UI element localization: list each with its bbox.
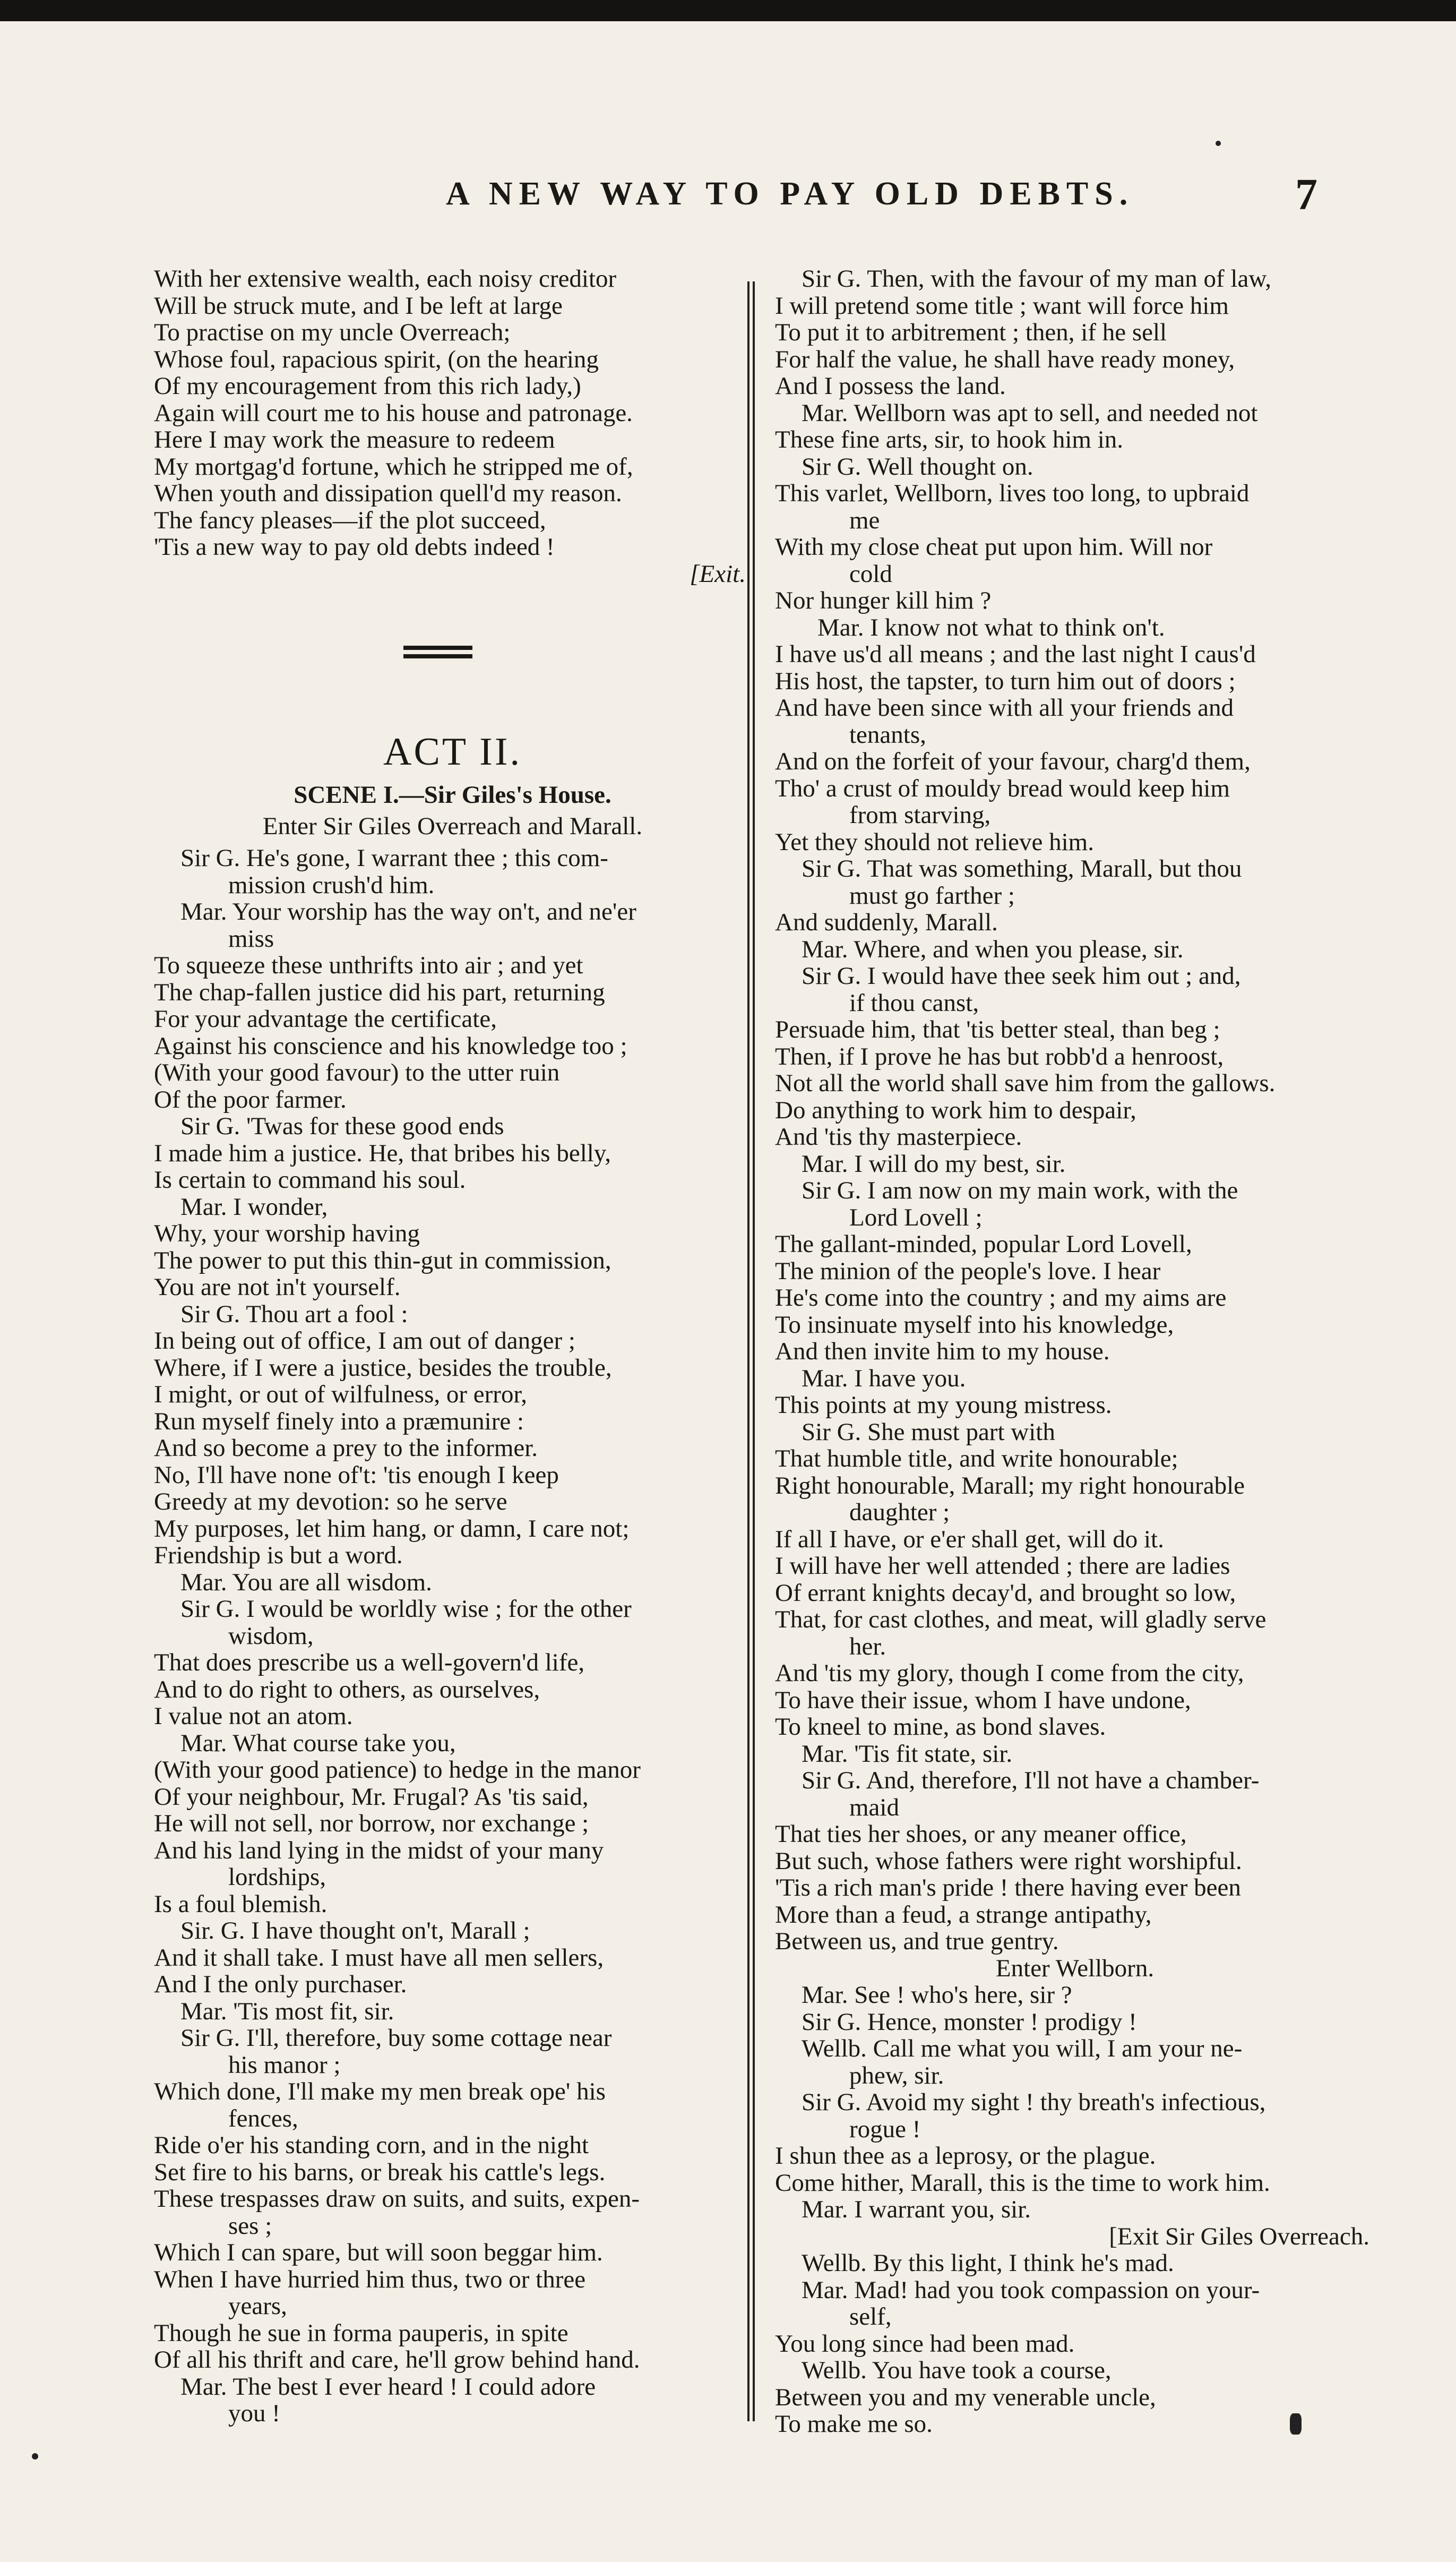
text-line: Sir G. Then, with the favour of my man of law, xyxy=(802,265,1271,293)
text-line: With her extensive wealth, each noisy creditor xyxy=(154,265,617,293)
text-line: Why, your worship having xyxy=(154,1220,420,1247)
left-dialogue xyxy=(154,845,751,2427)
text-line: Sir G. She must part with xyxy=(802,1418,1055,1446)
text-line: And suddenly, Marall. xyxy=(775,909,998,936)
text-line: (With your good favour) to the utter ruin xyxy=(154,1059,560,1086)
text-line: With my close cheat put upon him. Will nor xyxy=(775,533,1213,561)
text-line: The minion of the people's love. I hear xyxy=(775,1257,1161,1285)
text-line: Then, if I prove he has but robb'd a henroost, xyxy=(775,1042,1224,1070)
text-line: Sir G. And, therefore, I'll not have a chamber- xyxy=(802,1767,1260,1794)
text-line: maid xyxy=(849,1793,899,1821)
text-line: That does prescribe us a well-govern'd life, xyxy=(154,1649,585,1676)
text-line: I shun thee as a leprosy, or the plague. xyxy=(775,2142,1156,2170)
text-line: And 'tis my glory, though I come from the city, xyxy=(775,1659,1244,1687)
text-line: Here I may work the measure to redeem xyxy=(154,426,555,453)
text-line: The fancy pleases—if the plot succeed, xyxy=(154,506,546,534)
text-line: To have their issue, whom I have undone, xyxy=(775,1686,1191,1714)
left-column xyxy=(154,265,751,2427)
text-line: Of all his thrift and care, he'll grow behind hand. xyxy=(154,2346,640,2374)
text-line: That humble title, and write honourable; xyxy=(775,1445,1178,1472)
text-line: To insinuate myself into his knowledge, xyxy=(775,1310,1174,1339)
text-line: fences, xyxy=(228,2104,298,2132)
text-line: Sir G. Hence, monster ! prodigy ! xyxy=(802,2008,1137,2036)
text-line: you ! xyxy=(228,2400,280,2427)
text-line: And so become a prey to the informer. xyxy=(154,1434,538,1462)
text-line: [Exit Sir Giles Overreach. xyxy=(1109,2222,1369,2250)
text-line: That ties her shoes, or any meaner office, xyxy=(775,1820,1187,1848)
text-line: Sir G. He's gone, I warrant thee ; this com- xyxy=(180,844,608,872)
text-line: His host, the tapster, to turn him out of doors ; xyxy=(775,667,1236,695)
text-line: And on the forfeit of your favour, charg'd them, xyxy=(775,748,1251,775)
text-line: from starving, xyxy=(849,801,991,829)
text-line: Whose foul, rapacious spirit, (on the hearing xyxy=(154,345,599,373)
text-line: Mar. Where, and when you please, sir. xyxy=(802,935,1184,963)
section-rule xyxy=(154,587,751,725)
text-line: The chap-fallen justice did his part, returning xyxy=(154,978,605,1006)
text-line: When youth and dissipation quell'd my reason. xyxy=(154,479,622,507)
text-line: Where, if I were a justice, besides the trouble, xyxy=(154,1353,612,1382)
text-line: I have us'd all means ; and the last night I caus'd xyxy=(775,640,1256,668)
text-line: Of errant knights decay'd, and brought so low, xyxy=(775,1579,1236,1607)
rule-line-lower xyxy=(403,654,472,658)
text-line: To squeeze these unthrifts into air ; and yet xyxy=(154,952,583,979)
page-number: 7 xyxy=(1295,170,1317,219)
text-line: For half the value, he shall have ready money, xyxy=(775,345,1235,373)
text-line: And to do right to others, as ourselves, xyxy=(154,1675,540,1703)
text-line: Sir G. 'Twas for these good ends xyxy=(180,1112,504,1140)
ink-speck xyxy=(1290,2413,1302,2435)
text-line: That, for cast clothes, and meat, will gladly serve xyxy=(775,1606,1267,1633)
text-line: cold xyxy=(849,560,892,588)
page-top-edge xyxy=(0,0,1456,21)
text-line: Mar. What course take you, xyxy=(180,1729,456,1757)
text-line: To make me so. xyxy=(775,2410,933,2438)
column-divider xyxy=(747,281,755,2421)
right-column xyxy=(775,265,1375,2438)
text-line: daughter ; xyxy=(849,1498,950,1526)
text-line: This points at my young mistress. xyxy=(775,1391,1112,1419)
text-line: Mar. You are all wisdom. xyxy=(180,1568,432,1596)
right-dialogue xyxy=(775,265,1375,2438)
text-line: To practise on my uncle Overreach; xyxy=(154,319,511,346)
exit-direction: [Exit. xyxy=(690,560,746,588)
text-line: Mar. I know not what to think on't. xyxy=(817,613,1165,641)
text-line: Mar. I will do my best, sir. xyxy=(802,1150,1066,1178)
text-line: Come hither, Marall, this is the time to work him. xyxy=(775,2169,1270,2197)
text-line: And it shall take. I must have all men sellers, xyxy=(154,1943,604,1972)
speech-top xyxy=(154,265,751,561)
text-line: In being out of office, I am out of danger ; xyxy=(154,1327,575,1355)
text-line: But such, whose fathers were right worshipful. xyxy=(775,1847,1242,1875)
text-line: Right honourable, Marall; my right honourable xyxy=(775,1471,1245,1500)
text-line: self, xyxy=(849,2303,892,2330)
text-line: Tho' a crust of mouldy bread would keep him xyxy=(775,774,1230,802)
text-line: Again will court me to his house and patronage. xyxy=(154,399,633,427)
text-line: My mortgag'd fortune, which he stripped me of, xyxy=(154,452,633,481)
scene-heading: SCENE I.—Sir Giles's House. xyxy=(294,781,611,809)
text-line: I will pretend some title ; want will force him xyxy=(775,292,1229,320)
text-line: years, xyxy=(228,2292,287,2320)
text-line: mission crush'd him. xyxy=(228,871,435,899)
text-line: Though he sue in forma pauperis, in spite xyxy=(154,2319,568,2347)
text-line: Greedy at my devotion: so he serve xyxy=(154,1488,507,1515)
text-line: Yet they should not relieve him. xyxy=(775,828,1094,856)
ink-speck xyxy=(1216,141,1221,146)
text-line: Is a foul blemish. xyxy=(154,1890,328,1918)
text-line: Which done, I'll make my men break ope' his xyxy=(154,2078,606,2105)
text-line: I will have her well attended ; there are ladies xyxy=(775,1552,1230,1580)
text-line: And I the only purchaser. xyxy=(154,1970,407,1998)
text-line: To kneel to mine, as bond slaves. xyxy=(775,1713,1106,1741)
text-line: Wellb. By this light, I think he's mad. xyxy=(802,2249,1174,2277)
text-line: me xyxy=(849,506,880,534)
text-line: I value not an atom. xyxy=(154,1702,353,1730)
text-line: He will not sell, nor borrow, nor exchange ; xyxy=(154,1810,589,1837)
text-line: And have been since with all your friends and xyxy=(775,694,1234,722)
text-line: Of my encouragement from this rich lady,) xyxy=(154,372,581,400)
stage-direction: Enter Sir Giles Overreach and Marall. xyxy=(262,812,643,840)
text-line: Mar. 'Tis fit state, sir. xyxy=(802,1740,1013,1768)
running-header xyxy=(0,170,1456,234)
text-line: Sir G. That was something, Marall, but thou xyxy=(802,855,1242,882)
text-line: Sir G. I am now on my main work, with the xyxy=(802,1177,1238,1204)
text-line: This varlet, Wellborn, lives too long, to upbraid xyxy=(775,479,1250,507)
text-line: Between you and my venerable uncle, xyxy=(775,2383,1156,2411)
text-line: Sir G. Avoid my sight ! thy breath's infectious, xyxy=(802,2088,1266,2116)
text-line: Mar. Mad! had you took compassion on your- xyxy=(802,2276,1260,2304)
text-line: Wellb. You have took a course, xyxy=(802,2357,1112,2384)
text-line: her. xyxy=(849,1632,886,1660)
text-line: his manor ; xyxy=(228,2051,341,2079)
text-line: Sir G. I'll, therefore, buy some cottage near xyxy=(180,2024,612,2052)
text-line: Nor hunger kill him ? xyxy=(775,587,992,614)
text-line: Lord Lovell ; xyxy=(849,1203,983,1231)
text-line: tenants, xyxy=(849,721,926,749)
text-line: Is certain to command his soul. xyxy=(154,1166,466,1194)
text-line: Which I can spare, but will soon beggar him. xyxy=(154,2239,603,2266)
text-line: The gallant-minded, popular Lord Lovell, xyxy=(775,1230,1192,1258)
text-line: Of your neighbour, Mr. Frugal? As 'tis said, xyxy=(154,1783,589,1811)
text-line: More than a feud, a strange antipathy, xyxy=(775,1900,1152,1929)
text-line: These trespasses draw on suits, and suits, expen- xyxy=(154,2185,640,2213)
rule-line-upper xyxy=(403,646,472,650)
text-line: Set fire to his barns, or break his cattle's legs. xyxy=(154,2158,606,2186)
text-line: Do anything to work him to despair, xyxy=(775,1096,1136,1124)
text-line: These fine arts, sir, to hook him in. xyxy=(775,426,1124,453)
text-line: No, I'll have none of't: 'tis enough I keep xyxy=(154,1461,559,1489)
text-line: Between us, and true gentry. xyxy=(775,1927,1059,1955)
text-line: Mar. I wonder, xyxy=(180,1193,328,1221)
text-line: Mar. I warrant you, sir. xyxy=(802,2196,1031,2223)
text-line: He's come into the country ; and my aims are xyxy=(775,1284,1227,1312)
text-line: Sir G. I would have thee seek him out ; and, xyxy=(802,962,1241,990)
text-line: You long since had been mad. xyxy=(775,2329,1075,2358)
text-line: Mar. The best I ever heard ! I could adore xyxy=(180,2372,596,2401)
text-line: If all I have, or e'er shall get, will do it. xyxy=(775,1525,1164,1553)
text-line: 'Tis a new way to pay old debts indeed ! xyxy=(154,533,555,561)
text-line: Friendship is but a word. xyxy=(154,1541,403,1569)
ink-speck xyxy=(32,2453,38,2460)
text-line: lordships, xyxy=(228,1863,326,1891)
text-line: ses ; xyxy=(228,2212,272,2240)
text-line: Mar. I have you. xyxy=(802,1364,966,1392)
text-line: Mar. 'Tis most fit, sir. xyxy=(180,1997,394,2025)
text-line: Enter Wellborn. xyxy=(995,1954,1155,1982)
text-line: rogue ! xyxy=(849,2115,921,2143)
text-line: To put it to arbitrement ; then, if he sell xyxy=(775,319,1167,346)
text-line: Mar. Your worship has the way on't, and ne'er xyxy=(180,898,636,926)
text-line: Not all the world shall save him from the gallows. xyxy=(775,1069,1276,1097)
text-line: And his land lying in the midst of your many xyxy=(154,1836,604,1864)
text-line: I might, or out of wilfulness, or error, xyxy=(154,1381,527,1408)
text-line: And I possess the land. xyxy=(775,372,1006,400)
text-line: must go farther ; xyxy=(849,881,1015,910)
text-line: miss xyxy=(228,924,274,953)
text-line: And then invite him to my house. xyxy=(775,1338,1110,1365)
text-line: When I have hurried him thus, two or three xyxy=(154,2265,586,2293)
text-line: (With your good patience) to hedge in the manor xyxy=(154,1756,641,1784)
text-line: phew, sir. xyxy=(849,2061,944,2089)
text-line: 'Tis a rich man's pride ! there having ever been xyxy=(775,1874,1241,1901)
text-line: And 'tis thy masterpiece. xyxy=(775,1123,1022,1151)
text-line: Sir G. Well thought on. xyxy=(802,452,1033,481)
text-line: Persuade him, that 'tis better steal, than beg ; xyxy=(775,1016,1220,1043)
text-line: Wellb. Call me what you will, I am your ne- xyxy=(802,2035,1243,2062)
text-line: Run myself finely into a præmunire : xyxy=(154,1407,524,1435)
text-line: Sir G. I would be worldly wise ; for the other xyxy=(180,1595,632,1623)
text-line: Mar. Wellborn was apt to sell, and needed not xyxy=(802,399,1258,427)
text-line: You are not in't yourself. xyxy=(154,1273,401,1301)
text-line: if thou canst, xyxy=(849,989,979,1017)
text-line: wisdom, xyxy=(228,1622,314,1650)
text-line: Ride o'er his standing corn, and in the night xyxy=(154,2131,589,2159)
text-line: The power to put this thin-gut in commission, xyxy=(154,1246,611,1274)
act-heading: ACT II. xyxy=(383,730,522,774)
text-line: For your advantage the certificate, xyxy=(154,1005,497,1033)
text-line: Against his conscience and his knowledge too ; xyxy=(154,1032,627,1060)
text-line: Mar. See ! who's here, sir ? xyxy=(802,1981,1072,2009)
text-line: I made him a justice. He, that bribes his belly, xyxy=(154,1139,611,1167)
text-line: Sir G. Thou art a fool : xyxy=(180,1300,408,1328)
text-line: Will be struck mute, and I be left at large xyxy=(154,292,563,320)
text-line: Of the poor farmer. xyxy=(154,1085,347,1113)
text-line: Sir. G. I have thought on't, Marall ; xyxy=(180,1917,530,1944)
running-title: A NEW WAY TO PAY OLD DEBTS. xyxy=(446,176,1134,212)
text-line: My purposes, let him hang, or damn, I care not; xyxy=(154,1514,630,1543)
